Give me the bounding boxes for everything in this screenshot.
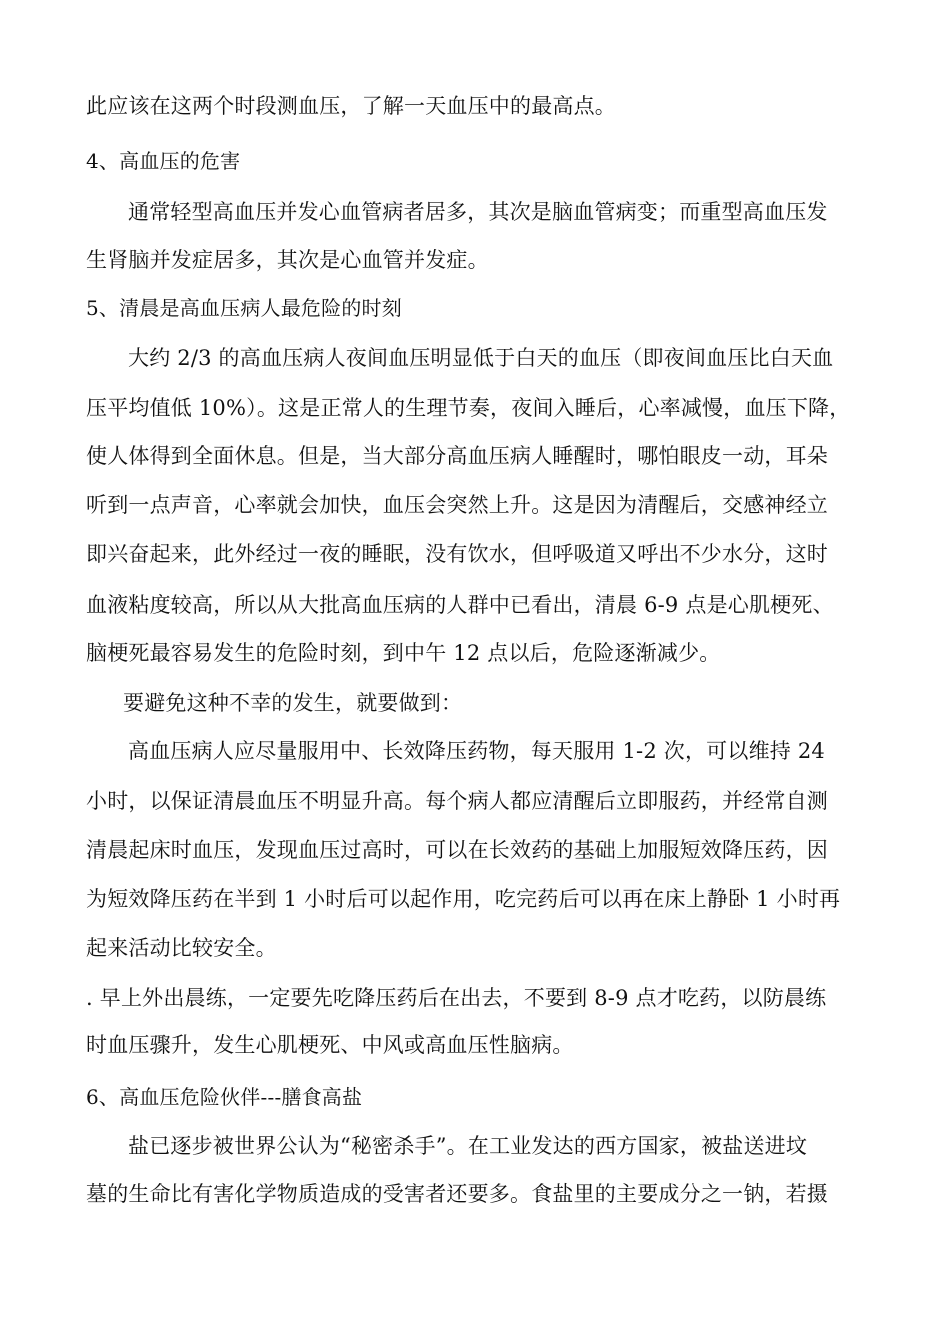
paragraph-line: 高血压病人应尽量服用中、长效降压药物，每天服用 1-2 次，可以维持 24	[128, 739, 825, 763]
paragraph-line: 为短效降压药在半到 1 小时后可以起作用，吃完药后可以再在床上静卧 1 小时再	[86, 887, 841, 911]
text-line: 此应该在这两个时段测血压，了解一天血压中的最高点。	[86, 94, 616, 118]
paragraph-line: 清晨起床时血压，发现血压过高时，可以在长效药的基础上加服短效降压药，因	[86, 838, 828, 862]
paragraph-line: . 早上外出晨练，一定要先吃降压药后在出去，不要到 8-9 点才吃药，以防晨练	[86, 986, 827, 1010]
paragraph-line: 通常轻型高血压并发心血管病者居多，其次是脑血管病变；而重型高血压发	[128, 200, 828, 224]
paragraph-line: 压平均值低 10%）。这是正常人的生理节奏，夜间入睡后，心率减慢，血压下降，	[86, 396, 851, 420]
paragraph-line: 起来活动比较安全。	[86, 936, 277, 960]
section-heading: 6、高血压危险伙伴---膳食高盐	[86, 1085, 363, 1109]
paragraph-line: 血液粘度较高，所以从大批高血压病的人群中已看出，清晨 6-9 点是心肌梗死、	[86, 593, 834, 617]
paragraph-line: 小时，以保证清晨血压不明显升高。每个病人都应清醒后立即服药，并经常自测	[86, 789, 828, 813]
paragraph-line: 听到一点声音，心率就会加快，血压会突然上升。这是因为清醒后，交感神经立	[86, 493, 828, 517]
paragraph-line: 使人体得到全面休息。但是，当大部分高血压病人睡醒时，哪怕眼皮一动，耳朵	[86, 444, 828, 468]
paragraph-line: 要避免这种不幸的发生，就要做到：	[123, 691, 463, 715]
section-heading: 4、高血压的危害	[86, 149, 241, 173]
paragraph-line: 脑梗死最容易发生的危险时刻，到中午 12 点以后，危险逐渐减少。	[86, 641, 721, 665]
paragraph-line: 时血压骤升，发生心肌梗死、中风或高血压性脑病。	[86, 1033, 574, 1057]
paragraph-line: 生肾脑并发症居多，其次是心血管并发症。	[86, 248, 489, 272]
paragraph-line: 大约 2/3 的高血压病人夜间血压明显低于白天的血压（即夜间血压比白天血	[128, 346, 834, 370]
paragraph-line: 墓的生命比有害化学物质造成的受害者还要多。食盐里的主要成分之一钠，若摄	[86, 1182, 828, 1206]
paragraph-line: 盐已逐步被世界公认为“秘密杀手”。在工业发达的西方国家，被盐送进坟	[128, 1134, 808, 1158]
paragraph-line: 即兴奋起来，此外经过一夜的睡眠，没有饮水，但呼吸道又呼出不少水分，这时	[86, 542, 828, 566]
section-heading: 5、清晨是高血压病人最危险的时刻	[86, 296, 402, 320]
